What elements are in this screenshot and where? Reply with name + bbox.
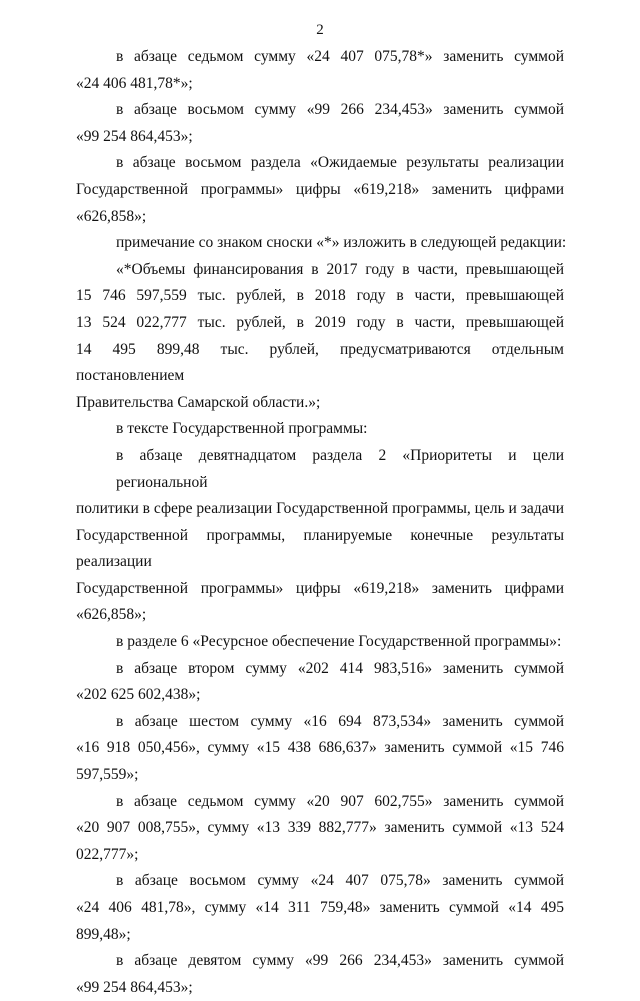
text-line: «*Объемы финансирования в 2017 году в части, превышающей [116,260,564,278]
text-line: 14 495 899,48 тыс. рублей, предусматриваются отдельным постановлением [76,340,564,385]
text-line: примечание со знаком сноски «*» изложить в следующей редакции: [116,234,567,252]
text-line: в разделе 6 «Ресурсное обеспечение Государственной программы»: [116,633,562,651]
text-line: «20 907 008,755», сумму «13 339 882,777» заменить суммой «13 524 022,777»; [76,819,564,863]
text-line: «99 254 864,453»; [76,978,193,996]
text-line: Государственной программы, планируемые конечные результаты реализации [76,526,564,571]
text-line: в тексте Государственной программы: [116,420,368,438]
text-line: 15 746 597,559 тыс. рублей, в 2018 году в части, превышающей [76,287,564,305]
text-line: политики в сфере реализации Государственной программы, цель и задачи [76,500,564,518]
text-line: в абзаце шестом сумму «16 694 873,534» заменить суммой [116,712,564,730]
text-line: в абзаце седьмом сумму «20 907 602,755» заменить суммой [116,792,564,810]
text-line: «202 625 602,438»; [76,686,201,704]
text-line: «99 254 864,453»; [76,127,193,145]
text-line: Государственной программы» цифры «619,218» заменить цифрами «626,858»; [76,579,564,624]
text-line: в абзаце восьмом раздела «Ожидаемые результаты реализации [116,154,564,172]
text-line: «24 406 481,78*»; [76,74,193,92]
text-line: 13 524 022,777 тыс. рублей, в 2019 году в части, превышающей [76,313,564,331]
page-number: 2 [316,22,324,38]
text-line: в абзаце восьмом сумму «24 407 075,78» заменить суммой [116,872,564,890]
text-line: в абзаце седьмом сумму «24 407 075,78*» заменить суммой [116,48,564,65]
text-line: «16 918 050,456», сумму «15 438 686,637» заменить суммой «15 746 597,559»; [76,739,564,784]
text-line: в абзаце девятнадцатом раздела 2 «Приоритеты и цели региональной [116,446,564,491]
text-line: в абзаце восьмом сумму «99 266 234,453» заменить суммой [116,101,564,119]
text-line: Правительства Самарской области.»; [76,393,321,411]
text-line: в абзаце втором сумму «202 414 983,516» заменить суммой [116,659,564,677]
document-body [76,44,567,1001]
text-line: «24 406 481,78», сумму «14 311 759,48» заменить суммой «14 495 899,48»; [76,899,564,943]
text-line: Государственной программы» цифры «619,218» заменить цифрами «626,858»; [76,180,564,225]
text-line: в абзаце девятом сумму «99 266 234,453» заменить суммой [116,952,564,970]
